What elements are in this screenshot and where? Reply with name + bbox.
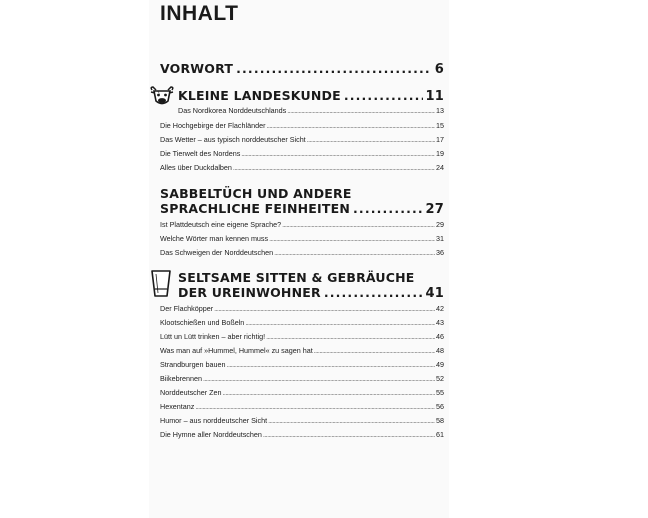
entry-page-number: 58 bbox=[436, 416, 444, 425]
dot-leader bbox=[269, 234, 435, 243]
dot-leader bbox=[241, 149, 435, 158]
toc-entry[interactable] bbox=[160, 149, 444, 158]
entry-page-number: 61 bbox=[436, 430, 444, 439]
entry-page-number: 55 bbox=[436, 388, 444, 397]
section-title-line-2: DER UREINWOHNER bbox=[178, 285, 321, 300]
dot-leader bbox=[324, 285, 423, 300]
entry-page-number: 56 bbox=[436, 402, 444, 411]
entry-title: Das Wetter – aus typisch norddeutscher Sicht bbox=[160, 135, 306, 144]
entry-page-number: 42 bbox=[436, 304, 444, 313]
dot-leader bbox=[268, 416, 435, 425]
dot-leader bbox=[195, 402, 435, 411]
toc-entry[interactable] bbox=[160, 248, 444, 257]
section-title: KLEINE LANDESKUNDE bbox=[178, 88, 341, 103]
toc-entry[interactable] bbox=[160, 388, 444, 397]
entry-page-number: 49 bbox=[436, 360, 444, 369]
entry-title: Die Hochgebirge der Flachländer bbox=[160, 121, 266, 130]
entry-title: Die Hymne aller Norddeutschen bbox=[160, 430, 262, 439]
entry-page-number: 15 bbox=[436, 121, 444, 130]
entry-page-number: 52 bbox=[436, 374, 444, 383]
toc-entry[interactable] bbox=[160, 346, 444, 355]
entry-page-number: 24 bbox=[436, 163, 444, 172]
section-page-number: 27 bbox=[425, 202, 444, 217]
dot-leader bbox=[344, 88, 423, 103]
toc-entry[interactable] bbox=[178, 106, 444, 115]
entry-page-number: 46 bbox=[436, 332, 444, 341]
section-title-line-1: SELTSAME SITTEN & GEBRÄUCHE bbox=[178, 270, 415, 285]
entry-title: Lütt un Lütt trinken – aber richtig! bbox=[160, 332, 266, 341]
entry-title: Welche Wörter man kennen muss bbox=[160, 234, 269, 243]
toc-section-2[interactable] bbox=[160, 186, 444, 217]
toc-entry[interactable] bbox=[160, 416, 444, 425]
dot-leader bbox=[263, 430, 435, 439]
dot-leader bbox=[282, 220, 435, 229]
entry-title: Biikebrennen bbox=[160, 374, 202, 383]
entry-title: Die Tierwelt des Nordens bbox=[160, 149, 241, 158]
entry-title: Ist Plattdeutsch eine eigene Sprache? bbox=[160, 220, 282, 229]
toc-entry[interactable] bbox=[160, 402, 444, 411]
dot-leader bbox=[274, 248, 435, 257]
toc-entry[interactable] bbox=[160, 234, 444, 243]
section-page-number: 11 bbox=[425, 89, 444, 104]
entry-title: Das Schweigen der Norddeutschen bbox=[160, 248, 274, 257]
dot-leader bbox=[233, 163, 435, 172]
toc-entry[interactable] bbox=[160, 163, 444, 172]
toc-section-1[interactable] bbox=[160, 88, 444, 104]
toc-entry[interactable] bbox=[160, 374, 444, 383]
toc-entry[interactable] bbox=[160, 360, 444, 369]
dot-leader bbox=[223, 388, 435, 397]
entry-title: Humor – aus norddeutscher Sicht bbox=[160, 416, 268, 425]
entry-title: Strandburgen bauen bbox=[160, 360, 226, 369]
book-page bbox=[149, 0, 449, 518]
entry-title: Klootschießen und Boßeln bbox=[160, 318, 245, 327]
entry-page-number: 13 bbox=[436, 106, 444, 115]
entry-title: Norddeutscher Zen bbox=[160, 388, 222, 397]
toc-entry[interactable] bbox=[160, 135, 444, 144]
toc-section-foreword[interactable] bbox=[160, 61, 444, 77]
dot-leader bbox=[307, 135, 435, 144]
toc-entry[interactable] bbox=[160, 332, 444, 341]
dot-leader bbox=[214, 304, 435, 313]
toc-entry[interactable] bbox=[160, 121, 444, 130]
dot-leader bbox=[245, 318, 435, 327]
entry-title: Alles über Duckdalben bbox=[160, 163, 232, 172]
dot-leader bbox=[266, 332, 435, 341]
toc-heading: INHALT bbox=[160, 2, 239, 25]
entry-page-number: 36 bbox=[436, 248, 444, 257]
entry-page-number: 29 bbox=[436, 220, 444, 229]
entry-page-number: 31 bbox=[436, 234, 444, 243]
dot-leader bbox=[287, 106, 435, 115]
dot-leader bbox=[227, 360, 435, 369]
toc-entry[interactable] bbox=[160, 220, 444, 229]
entry-title: Was man auf »Hummel, Hummel« zu sagen hat bbox=[160, 346, 313, 355]
toc-entry[interactable] bbox=[160, 304, 444, 313]
entry-page-number: 48 bbox=[436, 346, 444, 355]
section-title: VORWORT bbox=[160, 61, 234, 76]
dot-leader bbox=[236, 61, 432, 76]
entry-page-number: 43 bbox=[436, 318, 444, 327]
dot-leader bbox=[314, 346, 435, 355]
entry-title: Der Flachköpper bbox=[160, 304, 214, 313]
section-title-line-1: SABBELTÜCH UND ANDERE bbox=[160, 186, 352, 201]
toc-entry[interactable] bbox=[160, 318, 444, 327]
section-page-number: 41 bbox=[425, 286, 444, 301]
section-page-number: 6 bbox=[434, 62, 444, 77]
toc-section-3[interactable] bbox=[160, 270, 444, 301]
dot-leader bbox=[203, 374, 435, 383]
section-title-line-2: SPRACHLICHE FEINHEITEN bbox=[160, 201, 351, 216]
entry-page-number: 19 bbox=[436, 149, 444, 158]
entry-title: Das Nordkorea Norddeutschlands bbox=[178, 106, 287, 115]
dot-leader bbox=[353, 201, 422, 216]
dot-leader bbox=[266, 121, 435, 130]
toc-entry[interactable] bbox=[160, 430, 444, 439]
entry-title: Hexentanz bbox=[160, 402, 195, 411]
entry-page-number: 17 bbox=[436, 135, 444, 144]
